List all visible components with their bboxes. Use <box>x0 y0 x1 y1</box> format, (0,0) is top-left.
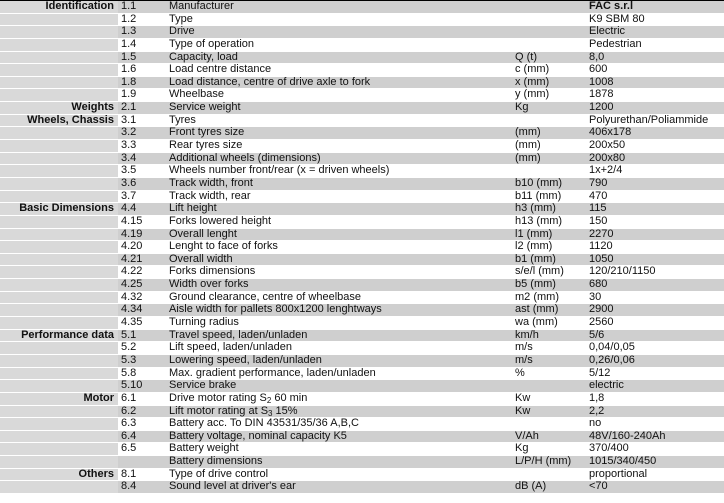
spec-value: 2560 <box>586 317 724 330</box>
spec-value: 2270 <box>586 228 724 241</box>
spec-number: 2.1 <box>118 102 166 115</box>
section-label <box>0 367 118 380</box>
spec-value: 0,26/0,06 <box>586 354 724 367</box>
spec-value: 200x80 <box>586 152 724 165</box>
spec-unit: x (mm) <box>512 76 586 89</box>
spec-row <box>0 342 724 355</box>
spec-value: 370/400 <box>586 443 724 456</box>
section-label <box>0 64 118 77</box>
spec-number: 6.2 <box>118 405 166 418</box>
spec-unit: wa (mm) <box>512 317 586 330</box>
section-label <box>0 405 118 418</box>
spec-row <box>0 481 724 494</box>
section-label <box>0 190 118 203</box>
spec-value: 120/210/1150 <box>586 266 724 279</box>
spec-description: Rear tyres size <box>166 140 512 153</box>
spec-value: 48V/160-240Ah <box>586 430 724 443</box>
section-label <box>0 51 118 64</box>
spec-number: 4.21 <box>118 253 166 266</box>
spec-number: 1.1 <box>118 1 166 14</box>
spec-row <box>0 456 724 469</box>
spec-value: 406x178 <box>586 127 724 140</box>
spec-value: 1050 <box>586 253 724 266</box>
spec-unit: m/s <box>512 354 586 367</box>
spec-unit: b10 (mm) <box>512 177 586 190</box>
spec-description-text: Drive motor rating S <box>169 392 267 404</box>
spec-description: Type <box>166 13 512 26</box>
spec-unit <box>512 418 586 431</box>
section-label: Motor <box>0 392 118 405</box>
section-label: Basic Dimensions <box>0 203 118 216</box>
spec-row <box>0 418 724 431</box>
spec-value: 470 <box>586 190 724 203</box>
spec-number: 6.4 <box>118 430 166 443</box>
spec-table-body <box>0 1 724 494</box>
spec-value: no <box>586 418 724 431</box>
spec-value: FAC s.r.l <box>586 1 724 14</box>
spec-unit: b1 (mm) <box>512 253 586 266</box>
spec-number: 5.1 <box>118 329 166 342</box>
spec-description: Tyres <box>166 114 512 127</box>
section-label <box>0 177 118 190</box>
spec-unit: (mm) <box>512 127 586 140</box>
spec-row <box>0 190 724 203</box>
spec-row <box>0 51 724 64</box>
section-label: Identification <box>0 1 118 14</box>
spec-description: Capacity, load <box>166 51 512 64</box>
spec-description: Turning radius <box>166 317 512 330</box>
spec-row <box>0 114 724 127</box>
spec-unit: Kw <box>512 405 586 418</box>
spec-number: 1.4 <box>118 38 166 51</box>
spec-row <box>0 38 724 51</box>
spec-number: 1.2 <box>118 13 166 26</box>
spec-row <box>0 430 724 443</box>
spec-unit: L/P/H (mm) <box>512 456 586 469</box>
spec-row <box>0 228 724 241</box>
spec-description: Forks dimensions <box>166 266 512 279</box>
spec-description: Overall width <box>166 253 512 266</box>
spec-description-subscript: 3 <box>268 408 273 418</box>
spec-description: Track width, front <box>166 177 512 190</box>
spec-unit: V/Ah <box>512 430 586 443</box>
spec-number: 1.9 <box>118 89 166 102</box>
spec-row <box>0 64 724 77</box>
spec-value: 1015/340/450 <box>586 456 724 469</box>
spec-number: 1.6 <box>118 64 166 77</box>
spec-value: 5/6 <box>586 329 724 342</box>
spec-description: Lenght to face of forks <box>166 241 512 254</box>
spec-row <box>0 367 724 380</box>
spec-description: Travel speed, laden/unladen <box>166 329 512 342</box>
spec-unit <box>512 26 586 39</box>
spec-row <box>0 443 724 456</box>
spec-unit: Q (t) <box>512 51 586 64</box>
section-label <box>0 430 118 443</box>
section-label <box>0 380 118 393</box>
spec-description: Sound level at driver's ear <box>166 481 512 494</box>
spec-unit: Kg <box>512 443 586 456</box>
section-label <box>0 26 118 39</box>
section-label <box>0 279 118 292</box>
spec-description-text: Lift motor rating at S <box>169 405 269 417</box>
section-label <box>0 266 118 279</box>
spec-row <box>0 266 724 279</box>
spec-description: Aisle width for pallets 800x1200 lenghtways <box>166 304 512 317</box>
spec-number: 1.3 <box>118 26 166 39</box>
spec-row <box>0 26 724 39</box>
spec-unit <box>512 165 586 178</box>
spec-value: Polyurethan/Poliammide <box>586 114 724 127</box>
spec-number: 4.22 <box>118 266 166 279</box>
spec-value: 1200 <box>586 102 724 115</box>
spec-row <box>0 317 724 330</box>
spec-row <box>0 468 724 481</box>
spec-value: 790 <box>586 177 724 190</box>
spec-description: Drive <box>166 26 512 39</box>
spec-description: Track width, rear <box>166 190 512 203</box>
spec-unit: b5 (mm) <box>512 279 586 292</box>
spec-description <box>166 405 512 418</box>
section-label <box>0 165 118 178</box>
spec-unit: h13 (mm) <box>512 215 586 228</box>
section-label <box>0 443 118 456</box>
spec-description <box>166 392 512 405</box>
spec-row <box>0 127 724 140</box>
spec-value: 1,8 <box>586 392 724 405</box>
spec-row <box>0 102 724 115</box>
spec-description: Lift height <box>166 203 512 216</box>
section-label: Wheels, Chassis <box>0 114 118 127</box>
spec-description: Battery voltage, nominal capacity K5 <box>166 430 512 443</box>
spec-value: proportional <box>586 468 724 481</box>
section-label: Others <box>0 468 118 481</box>
spec-value: Electric <box>586 26 724 39</box>
spec-number: 3.2 <box>118 127 166 140</box>
spec-description: Additional wheels (dimensions) <box>166 152 512 165</box>
spec-number: 4.20 <box>118 241 166 254</box>
spec-number: 6.3 <box>118 418 166 431</box>
spec-description: Max. gradient performance, laden/unladen <box>166 367 512 380</box>
spec-number: 8.1 <box>118 468 166 481</box>
spec-unit: Kw <box>512 392 586 405</box>
spec-row <box>0 392 724 405</box>
spec-unit: h3 (mm) <box>512 203 586 216</box>
spec-number: 6.5 <box>118 443 166 456</box>
spec-number: 4.19 <box>118 228 166 241</box>
spec-unit <box>512 114 586 127</box>
spec-value: electric <box>586 380 724 393</box>
spec-row <box>0 329 724 342</box>
spec-value: 1008 <box>586 76 724 89</box>
spec-row <box>0 291 724 304</box>
spec-description: Wheelbase <box>166 89 512 102</box>
spec-number: 5.2 <box>118 342 166 355</box>
spec-value: 2,2 <box>586 405 724 418</box>
spec-description: Lowering speed, laden/unladen <box>166 354 512 367</box>
spec-value: 115 <box>586 203 724 216</box>
spec-row <box>0 241 724 254</box>
spec-value: 1x+2/4 <box>586 165 724 178</box>
spec-unit: m2 (mm) <box>512 291 586 304</box>
section-label <box>0 127 118 140</box>
spec-number: 3.5 <box>118 165 166 178</box>
spec-unit <box>512 38 586 51</box>
spec-row <box>0 304 724 317</box>
spec-number: 4.25 <box>118 279 166 292</box>
spec-unit <box>512 13 586 26</box>
spec-value: Pedestrian <box>586 38 724 51</box>
section-label <box>0 253 118 266</box>
spec-description: Manufacturer <box>166 1 512 14</box>
spec-value: 8,0 <box>586 51 724 64</box>
spec-number: 4.15 <box>118 215 166 228</box>
spec-description: Forks lowered height <box>166 215 512 228</box>
spec-value: 1120 <box>586 241 724 254</box>
section-label <box>0 481 118 494</box>
spec-description: Type of drive control <box>166 468 512 481</box>
spec-description: Battery acc. To DIN 43531/35/36 A,B,C <box>166 418 512 431</box>
spec-unit: dB (A) <box>512 481 586 494</box>
spec-number: 4.34 <box>118 304 166 317</box>
spec-unit <box>512 468 586 481</box>
section-label <box>0 304 118 317</box>
spec-description: Battery dimensions <box>166 456 512 469</box>
section-label <box>0 140 118 153</box>
spec-description: Type of operation <box>166 38 512 51</box>
spec-description: Width over forks <box>166 279 512 292</box>
spec-description: Service weight <box>166 102 512 115</box>
spec-row <box>0 354 724 367</box>
section-label <box>0 354 118 367</box>
spec-row <box>0 203 724 216</box>
section-label <box>0 13 118 26</box>
section-label <box>0 89 118 102</box>
section-label <box>0 291 118 304</box>
spec-row <box>0 152 724 165</box>
spec-value: 150 <box>586 215 724 228</box>
section-label <box>0 456 118 469</box>
spec-number: 5.3 <box>118 354 166 367</box>
spec-row <box>0 253 724 266</box>
spec-value: 30 <box>586 291 724 304</box>
spec-value: K9 SBM 80 <box>586 13 724 26</box>
spec-value: 200x50 <box>586 140 724 153</box>
spec-row <box>0 380 724 393</box>
spec-unit: m/s <box>512 342 586 355</box>
section-label <box>0 342 118 355</box>
spec-number: 4.4 <box>118 203 166 216</box>
spec-value: 5/12 <box>586 367 724 380</box>
spec-number: 3.4 <box>118 152 166 165</box>
spec-number: 1.5 <box>118 51 166 64</box>
spec-description: Ground clearance, centre of wheelbase <box>166 291 512 304</box>
spec-number: 3.6 <box>118 177 166 190</box>
spec-description: Service brake <box>166 380 512 393</box>
spec-value: 2900 <box>586 304 724 317</box>
spec-unit: Kg <box>512 102 586 115</box>
spec-description: Load centre distance <box>166 64 512 77</box>
spec-description: Front tyres size <box>166 127 512 140</box>
spec-description: Battery weight <box>166 443 512 456</box>
spec-description: Overall lenght <box>166 228 512 241</box>
spec-number <box>118 456 166 469</box>
spec-unit: s/e/l (mm) <box>512 266 586 279</box>
section-label: Weights <box>0 102 118 115</box>
spec-unit: c (mm) <box>512 64 586 77</box>
spec-row <box>0 13 724 26</box>
spec-description: Load distance, centre of drive axle to fork <box>166 76 512 89</box>
spec-unit: (mm) <box>512 152 586 165</box>
spec-number: 4.32 <box>118 291 166 304</box>
section-label <box>0 418 118 431</box>
spec-description: Lift speed, laden/unladen <box>166 342 512 355</box>
spec-unit: ast (mm) <box>512 304 586 317</box>
spec-row <box>0 165 724 178</box>
spec-value: <70 <box>586 481 724 494</box>
section-label <box>0 152 118 165</box>
spec-number: 3.1 <box>118 114 166 127</box>
spec-description-tail: 60 min <box>271 392 308 404</box>
spec-number: 3.7 <box>118 190 166 203</box>
section-label <box>0 317 118 330</box>
spec-number: 8.4 <box>118 481 166 494</box>
spec-description-subscript: 2 <box>266 395 272 405</box>
spec-value: 680 <box>586 279 724 292</box>
spec-description: Wheels number front/rear (x = driven wheels) <box>166 165 512 178</box>
spec-unit: b11 (mm) <box>512 190 586 203</box>
spec-unit: km/h <box>512 329 586 342</box>
spec-row <box>0 89 724 102</box>
spec-unit: % <box>512 367 586 380</box>
spec-value: 600 <box>586 64 724 77</box>
spec-unit: l1 (mm) <box>512 228 586 241</box>
spec-number: 4.35 <box>118 317 166 330</box>
spec-unit: (mm) <box>512 140 586 153</box>
spec-number: 1.8 <box>118 76 166 89</box>
section-label <box>0 228 118 241</box>
spec-unit: l2 (mm) <box>512 241 586 254</box>
section-label <box>0 241 118 254</box>
spec-number: 3.3 <box>118 140 166 153</box>
spec-row <box>0 279 724 292</box>
spec-description-tail: 15% <box>272 405 298 417</box>
section-label <box>0 215 118 228</box>
spec-value: 1878 <box>586 89 724 102</box>
spec-number: 6.1 <box>118 392 166 405</box>
spec-row <box>0 405 724 418</box>
spec-row <box>0 215 724 228</box>
spec-row <box>0 1 724 14</box>
section-label <box>0 76 118 89</box>
spec-number: 5.10 <box>118 380 166 393</box>
spec-row <box>0 140 724 153</box>
spec-unit <box>512 1 586 14</box>
spec-row <box>0 76 724 89</box>
spec-unit <box>512 380 586 393</box>
spec-number: 5.8 <box>118 367 166 380</box>
section-label <box>0 38 118 51</box>
spec-unit: y (mm) <box>512 89 586 102</box>
section-label: Performance data <box>0 329 118 342</box>
spec-row <box>0 177 724 190</box>
spec-value: 0,04/0,05 <box>586 342 724 355</box>
